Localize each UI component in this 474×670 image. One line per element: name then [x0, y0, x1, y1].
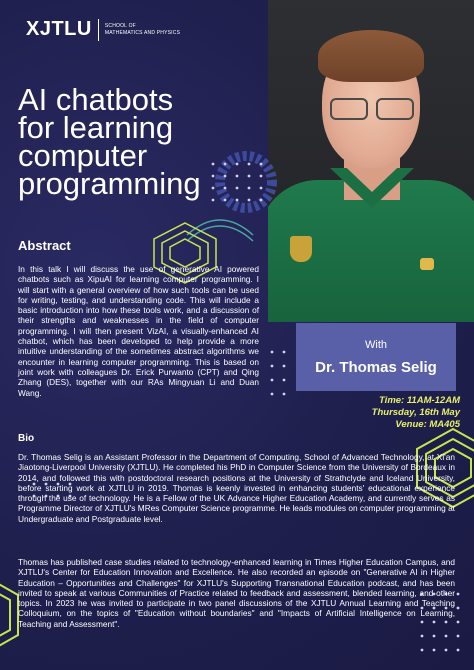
event-date: Thursday, 16th May — [371, 407, 460, 418]
bio-heading: Bio — [18, 433, 35, 444]
event-details — [372, 395, 460, 431]
logo-divider — [98, 19, 99, 41]
university-logo — [26, 18, 215, 41]
shirt-crest-icon — [290, 236, 312, 262]
abstract-text: In this talk I will discuss the use of generative AI powered chatbots such as XipuAI for learning computer programming. I will start with a general overview of how such tools can be used for writing, testing, and understanding code. This will include a basic introduction into how these tools work, and a discussion of their strengths and weaknesses in the field of computer programming. I will then present VizAI, a visually-enhanced AI chatbot, which has been developed to help provide a more intuitive understanding of the sometimes abstract algorithms we encounter in learning computer programming. This is based on joint work with colleagues Dr. Erick Purwanto (CPT) and Qing Zhang (DES), together with our RAs Mingyuan Li and Duan Wang. — [18, 264, 259, 398]
speaker-name: Dr. Thomas Selig — [315, 359, 437, 376]
abstract-heading: Abstract — [18, 238, 71, 253]
title-line-3: computer — [18, 138, 148, 173]
event-venue: Venue: MA405 — [395, 419, 460, 430]
bio-paragraph-2: Thomas has published case studies related to technology-enhanced learning in Times Higher Education Campus, and XJTLU's Center for Education Innovation and Excellence. He also recorded an episode on "Generative AI in Higher Education – Opportunities and Challenges" for XJTLU's Supporting Transnational Education podcast, and has been invited to speak at various Communities of Practice related to feedback and assessment, blended learning, and other topics. In 2023 he was invited to participate in two panel discussions of the XJTLU Annual Learning and Teaching Colloquium, on the topics of "Education without boundaries" and "Impacts of Artificial Intelligence on Learning, Teaching and Assessment". — [18, 557, 455, 629]
logo-subtitle — [105, 23, 215, 37]
shirt-logo-icon — [420, 258, 434, 270]
dot-grid-decoration-icon — [268, 348, 298, 408]
event-time: Time: 11AM-12AM — [379, 395, 460, 406]
poster-title — [18, 82, 268, 201]
logo-subtitle-line2: MATHEMATICS AND PHYSICS — [104, 29, 181, 36]
logo-wordmark: XJTLU — [26, 18, 92, 40]
speaker-box — [296, 323, 456, 391]
title-line-4: programming — [18, 166, 201, 201]
bio-paragraph-1: Dr. Thomas Selig is an Assistant Professor in the Department of Computing, School of Advanced Technology, at Xi'an Jiaotong-Liverpool University (XJTLU). He completed his PhD in Computer Science from the University of Bordeaux in 2014, and followed this with postdoctoral research positions at the University of Strathclyde and Iceland University, before starting work at XJTLU in 2019. Thomas is keenly invested in enhancing students' educational experience through the use of technology. He is a Fellow of the UK Advance Higher Education Academy, and currently serves as Programme Director of XJTLU's MRes Computer Science programme. He leads modules on computer programming at Undergraduate and Postgraduate level. — [18, 452, 455, 524]
hexagon-decoration-icon — [0, 575, 20, 655]
title-line-1: AI chatbots — [18, 82, 174, 117]
logo-subtitle-line1: SCHOOL OF — [104, 22, 136, 29]
speaker-photo — [268, 0, 474, 322]
speaker-with-label: With — [365, 339, 387, 351]
title-line-2: for learning — [18, 110, 174, 145]
